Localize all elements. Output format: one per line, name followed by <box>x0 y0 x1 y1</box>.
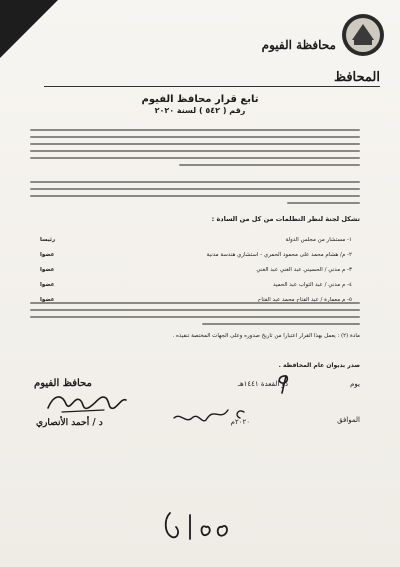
day-label: يوم <box>350 380 360 388</box>
table-row <box>40 277 352 292</box>
signatory-name: د / أحمد الأنصاري <box>36 418 103 428</box>
member-name: ٣- م مدني / الحسيني عبد الغني عبد الغني <box>256 266 352 273</box>
article-2: مادة (٢) : يعمل بهذا القرار اعتبارا من تاريخ صدوره وعلى الجهات المختصة تنفيذه . <box>172 333 360 339</box>
member-name: ١- مستشار من مجلس الدولة <box>285 236 352 243</box>
member-name: ٥- م معمارة / عبد الفتاح محمد عبد الفتاح <box>257 296 352 303</box>
gregorian-year: ٢٠٢٠م <box>230 418 250 426</box>
member-name: ٤- م مدني / عبد التواب عبد الحميد <box>273 281 352 288</box>
committee-table <box>40 232 352 307</box>
hijri-date-line <box>238 380 360 388</box>
handwritten-page-number-signature <box>160 505 238 545</box>
handwritten-day-signature <box>272 372 294 396</box>
governor-handwritten-signature <box>44 388 128 418</box>
member-name: ٢- م/ هشام محمد على محمود الحمري - استشاري هندسة مدنية <box>206 251 352 258</box>
table-row <box>40 247 352 262</box>
pricing-paragraph <box>30 176 360 209</box>
handwritten-gregorian-date-signature <box>160 404 250 428</box>
header-divider <box>44 86 380 87</box>
preamble-paragraph <box>30 124 360 171</box>
governorate-emblem-icon <box>340 12 386 58</box>
table-row <box>40 232 352 247</box>
decree-number: رقم ( ٥٤٢ ) لسنة ٢٠٢٠ <box>154 106 246 115</box>
committee-duties-paragraph <box>30 297 360 330</box>
member-role: عضوا <box>40 281 55 288</box>
committee-intro: تشكل لجنة لنظر التظلمات من كل من السادة : <box>211 215 360 223</box>
governor-office-heading: المحافظ <box>334 70 380 85</box>
decree-title: تابع قرار محافظ الفيوم <box>141 94 259 105</box>
member-role: رئيسا <box>40 236 56 243</box>
member-role: عضوا <box>40 296 55 303</box>
gregorian-label: الموافق <box>337 416 360 424</box>
table-row <box>40 262 352 277</box>
signature-title: محافظ الفيوم <box>34 378 92 389</box>
issued-statement: صدر بديوان عام المحافظة . <box>278 362 360 369</box>
gregorian-date-line <box>337 416 360 424</box>
member-role: عضوا <box>40 251 55 258</box>
member-role: عضوا <box>40 266 55 273</box>
hijri-date: ذو القعدة ١٤٤١هـ <box>237 380 288 388</box>
governorate-name: محافظة الفيوم <box>261 38 336 52</box>
